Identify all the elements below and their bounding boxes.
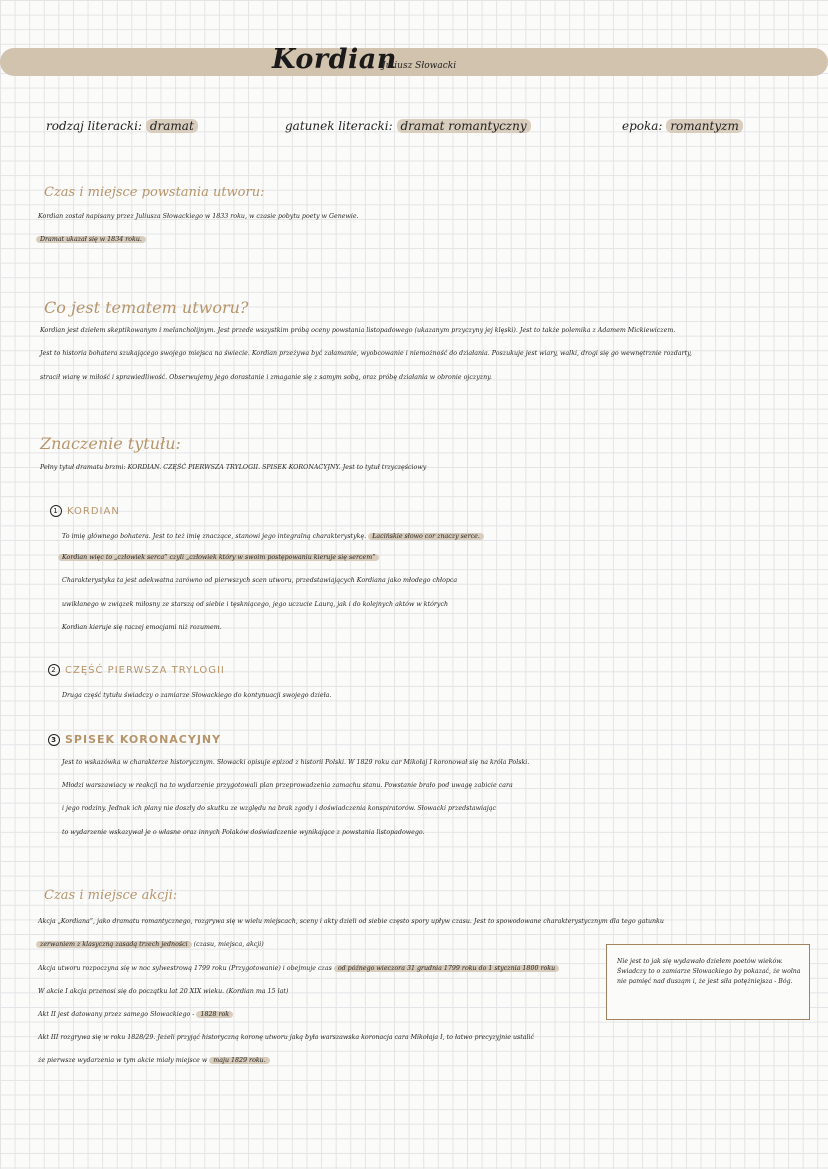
time-place-line-1: Akcja „Kordiana”, jako dramatu romantycznego, rozgrywa się w wielu miejscach, sceny i akty dzieli od siebie często spory upływ czasu. Jest to spowodowane charakterystycznym dla tego gatunku — [38, 918, 664, 925]
point-1-line-1-text: To imię głównego bohatera. Jest to też imię znaczące, stanowi jego integralną charakterystykę. — [62, 533, 367, 540]
point-2-title: CZĘŚĆ PIERWSZA TRYLOGII — [65, 665, 225, 676]
time-place-line-2-highlight: zerwaniem z klasyczną zasadą trzech jedności — [36, 941, 192, 948]
info-rodzaj — [46, 119, 198, 133]
theme-line-2: Jest to historia bohatera szukającego swojego miejsca na świecie. Kordian przeżywa być załamanie, wyobcowanie i niemożność do działania. Poszukuje jest wiary, walki, drogi się go wewnętrznie rozdarty, — [40, 350, 692, 357]
side-note-text: Nie jest to jak się wydawało dziełem poetów wieków. Świadczy to o zamiarze Słowackiego by pokazać, że wolna nie pamięć nad dusząm i, że jest siła potężniejsza - Bóg. — [617, 958, 801, 985]
point-1-line-5: Kordian kieruje się raczej emocjami niż rozumem. — [62, 624, 222, 631]
time-place-line-3-highlight: od późnego wieczora 31 grudnia 1799 roku do 1 stycznia 1800 roku — [334, 965, 559, 972]
info-epoka-value: romantyzm — [666, 119, 743, 133]
section-heading-creation: Czas i miejsce powstania utworu: — [44, 185, 265, 200]
creation-line-1: Kordian został napisany przez Juliusza Słowackiego w 1833 roku, w czasie pobytu poety w Genewie. — [38, 213, 359, 220]
creation-line-2: Dramat ukazał się w 1834 roku. — [36, 236, 146, 243]
point-1-line-3: Charakterystyka ta jest adekwatna zarówno od pierwszych scen utworu, przedstawiających Kordiana jako młodego chłopca — [62, 577, 458, 584]
point-3-title: SPISEK KORONACYJNY — [65, 733, 222, 746]
info-gatunek-label: gatunek literacki: — [285, 119, 393, 133]
point-1-heading — [50, 505, 120, 517]
time-place-line-7 — [38, 1057, 270, 1064]
point-1-line-2: Kordian więc to „człowiek serca” czyli „człowiek który w swoim postępowaniu kieruje się sercem” — [58, 554, 379, 561]
point-2-number: 2 — [48, 664, 60, 676]
time-place-line-2 — [36, 941, 264, 948]
info-epoka-label: epoka: — [622, 119, 663, 133]
theme-line-3: stracił wiarę w miłość i sprawiedliwość. Obserwujemy jego dorastanie i zmaganie się z samym sobą, oraz próbę działania w obronie ojczyzny. — [40, 374, 492, 381]
time-place-line-5-highlight: 1828 rok — [196, 1011, 233, 1018]
point-3-line-4: to wydarzenie wskazywał je o własne oraz innych Polaków doświadczenie wynikające z powstania listopadowego. — [62, 829, 425, 836]
point-3-line-3: i jego rodziny. Jednak ich plany nie doszły do skutku ze względu na brak zgody i doświadczenia konspiratorów. Słowacki przedstawiając — [62, 805, 497, 812]
info-gatunek — [285, 119, 531, 133]
time-place-line-5 — [38, 1011, 233, 1018]
time-place-line-5-text: Akt II jest datowany przez samego Słowackiego - — [38, 1011, 195, 1018]
point-1-line-1 — [62, 533, 484, 540]
info-rodzaj-label: rodzaj literacki: — [46, 119, 143, 133]
point-3-heading — [48, 733, 221, 746]
time-place-line-6: Akt III rozgrywa się w roku 1828/29. Jeżeli przyjąć historyczną koronę utworu jaką była warszawska koronacja cara Mikołaja I, to łatwo precyzyjnie ustalić — [38, 1034, 535, 1041]
point-2-heading — [48, 664, 225, 676]
point-3-line-1: Jest to wskazówka w charakterze historycznym. Słowacki opisuje epizod z historii Polski. W 1829 roku car Mikołaj I koronował się na króla Polski. — [62, 759, 530, 766]
theme-line-1: Kordian jest dziełem skeptikowanym i melancholijnym. Jest przede wszystkim próbą oceny powstania listopadowego (ukazanym przyczyny jej klęski). Jest to także polemika z Adamem Mickiewiczem. — [40, 327, 676, 334]
point-2-line-1: Druga część tytułu świadczy o zamiarze Słowackiego do kontynuacji swojego dzieła. — [62, 692, 332, 699]
point-1-line-4: uwikłanego w związek miłosny ze starszą od siebie i tęskniącego, jego uczucie Laurą, jak i do kolejnych aktów w których — [62, 601, 449, 608]
point-1-line-1-highlight: Łacińskie słowo cor znaczy serce. — [368, 533, 484, 540]
title-meaning-intro: Pełny tytuł dramatu brzmi: KORDIAN. CZĘŚĆ PIERWSZA TRYLOGII. SPISEK KORONACYJNY. Jest to tytuł trzyczęściowy — [40, 464, 427, 471]
time-place-line-4: W akcie I akcja przenosi się do początku lat 20 XIX wieku. (Kordian ma 15 lat) — [38, 988, 289, 995]
time-place-line-7-highlight: maju 1829 roku. — [209, 1057, 269, 1064]
point-3-line-2: Młodzi warszawiacy w reakcji na to wydarzenie przygotowali plan przeprowadzenia zamachu stanu. Powstanie brało pod uwagę zabicie cara — [62, 782, 513, 789]
page-author: Juliusz Słowacki — [382, 61, 457, 71]
info-epoka — [622, 119, 743, 133]
time-place-line-7-text: że pierwsze wydarzenia w tym akcie miały miejsce w — [38, 1057, 208, 1064]
page-title: Kordian — [272, 44, 397, 75]
section-heading-title-meaning: Znaczenie tytułu: — [40, 434, 181, 453]
section-heading-time-place: Czas i miejsce akcji: — [44, 888, 178, 903]
point-1-title: KORDIAN — [67, 506, 120, 517]
time-place-line-3-text: Akcja utworu rozpoczyna się w noc sylwestrową 1799 roku (Przygotowanie) i obejmuje czas — [38, 965, 332, 972]
side-note-box — [606, 944, 810, 1020]
time-place-line-3 — [38, 965, 559, 972]
info-gatunek-value: dramat romantyczny — [397, 119, 531, 133]
section-heading-theme: Co jest tematem utworu? — [44, 298, 249, 317]
time-place-line-2-text: (czasu, miejsca, akcji) — [193, 941, 264, 948]
info-rodzaj-value: dramat — [146, 119, 198, 133]
point-3-number: 3 — [48, 734, 60, 746]
point-1-number: 1 — [50, 505, 62, 517]
